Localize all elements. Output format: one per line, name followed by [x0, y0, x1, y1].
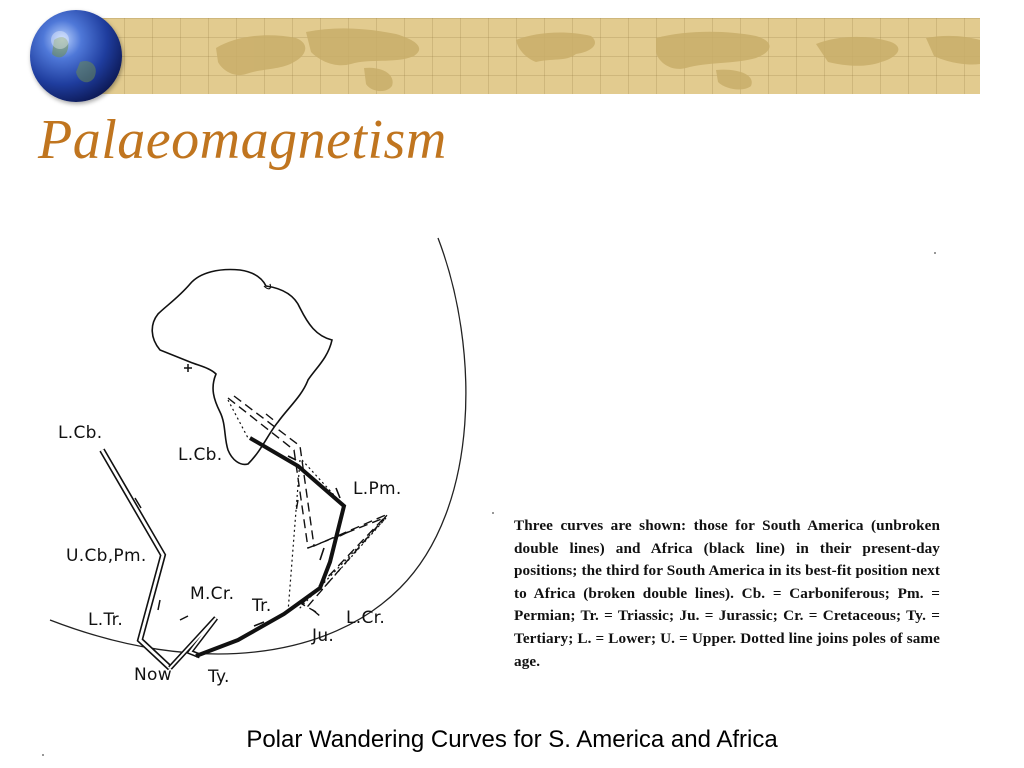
slide-title: Palaeomagnetism: [38, 109, 447, 171]
label-ltr: L.Tr.: [88, 610, 124, 630]
same-age-dotted-lines: [228, 400, 386, 612]
africa-curve: [196, 438, 344, 656]
label-ty: Ty.: [208, 667, 230, 687]
polar-wandering-diagram: [40, 228, 580, 698]
label-lcb-africa: L.Cb.: [178, 445, 223, 465]
label-tr: Tr.: [252, 596, 272, 616]
speck: [934, 252, 936, 254]
best-fit-curve: [228, 396, 388, 616]
label-lcr: L.Cr.: [346, 608, 386, 628]
boundary-arc: [50, 238, 466, 654]
speck: [492, 512, 494, 514]
label-mcr: M.Cr.: [190, 584, 235, 604]
label-ucb-pm: U.Cb,Pm.: [66, 546, 147, 566]
label-now: Now: [134, 665, 172, 685]
label-lcb-south-america: L.Cb.: [58, 423, 103, 443]
label-ju: Ju.: [312, 626, 335, 646]
label-lpm: L.Pm.: [353, 479, 402, 499]
world-map-banner: [96, 18, 980, 94]
figure-caption: Three curves are shown: those for South America (unbroken double lines) and Africa (black line) in their present-day positions; the third for South America in its best-fit position next to Africa (broken double lines). Cb. = Carboniferous; Pm. = Permian; Tr. = Triassic; Ju. = Jurassic; Cr. = Cretaceous; Ty. = Tertiary; L. = Lower; U. = Upper. Dotted line joins poles of same age.: [514, 517, 940, 670]
speck: [42, 754, 44, 756]
africa-outline: [152, 270, 332, 465]
slide-footer: Polar Wandering Curves for S. America and Africa: [246, 726, 778, 753]
globe-icon: [30, 10, 122, 102]
